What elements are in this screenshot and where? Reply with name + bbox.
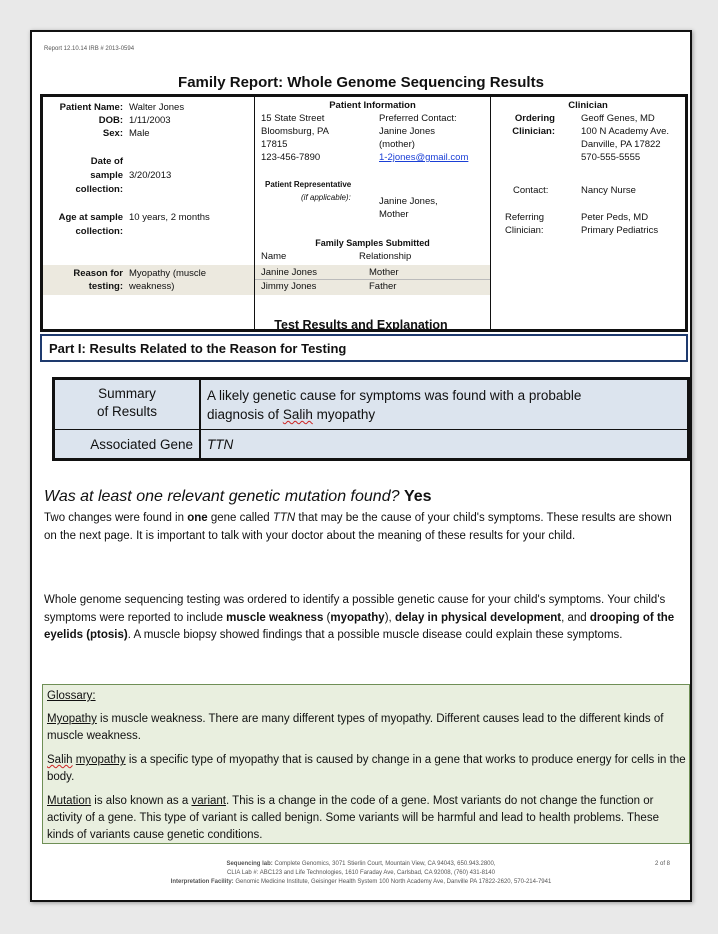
sex-label: Sex: bbox=[102, 128, 123, 139]
footer bbox=[32, 860, 690, 887]
ordering-clinician-city: Danville, PA 17822 bbox=[581, 139, 661, 150]
referring-clinician-name: Peter Peds, MD bbox=[581, 212, 649, 223]
reason-value-1: Myopathy (muscle bbox=[129, 268, 207, 279]
collection-label-3: collection: bbox=[75, 184, 123, 195]
ordering-clinician-name: Geoff Genes, MD bbox=[581, 113, 655, 124]
sample-name: Janine Jones bbox=[261, 267, 317, 278]
referring-label-2: Clinician: bbox=[505, 225, 544, 236]
address-line-2: Bloomsburg, PA bbox=[261, 126, 329, 137]
age-label-2: collection: bbox=[75, 226, 123, 237]
summary-label-2: of Results bbox=[96, 404, 158, 419]
patient-column bbox=[43, 97, 255, 329]
glossary-myopathy: Myopathy is muscle weakness. There are many different types of myopathy. Different causes lead to the different kinds of muscle weakness. bbox=[47, 713, 664, 742]
phone: 123-456-7890 bbox=[261, 152, 321, 163]
collection-label-1: Date of bbox=[90, 156, 123, 167]
patient-info-table bbox=[40, 94, 688, 332]
glossary-mutation: Mutation is also known as a variant. This is a change in the code of a gene. Most variants do not change the function or activity of a gene. This type of variant is called benign. Some variants will be harmful and lead to health problems. These kinds of variants cause genetic conditions. bbox=[47, 795, 659, 841]
samples-col-name: Name bbox=[261, 251, 287, 262]
mutation-question: Was at least one relevant genetic mutation found? Yes bbox=[44, 488, 432, 505]
report-id: Report 12.10.14 IRB # 2013-0594 bbox=[44, 46, 135, 52]
clinician-column bbox=[491, 97, 685, 329]
footer-interpretation: Interpretation Facility: Genomic Medicine Institute, Geisinger Health System 100 North Academy Ave, Danville PA 17822-2620, 570-214-7941 bbox=[170, 879, 552, 885]
findings-paragraph: Two changes were found in one gene called TTN that may be the cause of your child's symptoms. These results are shown on the next page. It is important to talk with your doctor about the meaning of these results for your child. bbox=[44, 512, 672, 542]
samples-heading: Family Samples Submitted bbox=[315, 238, 430, 248]
footer-clia: CLIA Lab #: ABC123 and Life Technologies, 1610 Faraday Ave, Carlsbad, CA 92008, (760) 431-8140 bbox=[227, 870, 495, 876]
gene-value: TTN bbox=[207, 437, 234, 452]
summary-text-line-2: diagnosis of Salih myopathy bbox=[207, 407, 376, 422]
sample-name: Jimmy Jones bbox=[261, 281, 317, 292]
contact-email-link[interactable]: 1-2jones@gmail.com bbox=[379, 152, 469, 163]
samples-col-relationship: Relationship bbox=[359, 251, 412, 262]
glossary-salih-myopathy: Salih myopathy is a specific type of myopathy that is caused by change in a gene that works to produce energy for cells in the body. bbox=[47, 754, 686, 783]
sex-value: Male bbox=[129, 128, 150, 139]
patient-information-heading: Patient Information bbox=[329, 100, 416, 111]
page-number: 2 of 8 bbox=[654, 861, 670, 867]
clinician-heading: Clinician bbox=[568, 100, 608, 111]
reason-label-2: testing: bbox=[88, 281, 123, 292]
preferred-contact-relation: (mother) bbox=[379, 139, 415, 150]
dob-value: 1/11/2003 bbox=[129, 115, 171, 126]
mutation-answer: Yes bbox=[403, 488, 432, 505]
patient-name: Walter Jones bbox=[129, 102, 185, 113]
gene-label: Associated Gene bbox=[90, 437, 193, 452]
footer-lab: Sequencing lab: Complete Genomics, 3071 Stierlin Court, Mountain View, CA 94043, 650.943.2800, bbox=[226, 861, 496, 867]
representative-relation: Mother bbox=[379, 209, 409, 220]
summary-table bbox=[52, 377, 690, 461]
ordering-label-2: Clinician: bbox=[512, 126, 555, 137]
dob-label: DOB: bbox=[98, 115, 123, 126]
gene-row bbox=[55, 431, 687, 458]
reason-label-1: Reason for bbox=[73, 268, 123, 279]
summary-label-1: Summary bbox=[98, 386, 156, 401]
collection-date: 3/20/2013 bbox=[129, 170, 172, 181]
samples-table bbox=[255, 265, 490, 295]
age-label-1: Age at sample bbox=[58, 212, 123, 223]
collection-label-2: sample bbox=[90, 170, 123, 181]
preferred-contact-label: Preferred Contact: bbox=[379, 113, 457, 124]
representative-name: Janine Jones, bbox=[379, 196, 438, 207]
page-title: Family Report: Whole Genome Sequencing Results bbox=[178, 74, 544, 91]
report-page bbox=[30, 30, 692, 902]
summary-row bbox=[55, 380, 687, 430]
patient-information-column bbox=[255, 97, 491, 329]
address-line-3: 17815 bbox=[261, 139, 288, 150]
contact-label: Contact: bbox=[513, 185, 549, 196]
preferred-contact-name: Janine Jones bbox=[379, 126, 435, 137]
sample-relationship: Mother bbox=[369, 267, 399, 278]
glossary-box bbox=[42, 684, 690, 844]
representative-label: Patient Representative bbox=[265, 180, 352, 189]
ordering-clinician-address: 100 N Academy Ave. bbox=[581, 126, 670, 137]
patient-name-label: Patient Name: bbox=[59, 102, 123, 113]
sample-relationship: Father bbox=[369, 281, 397, 292]
reason-row bbox=[43, 265, 254, 295]
referring-label-1: Referring bbox=[505, 212, 545, 223]
referring-clinician-practice: Primary Pediatrics bbox=[581, 225, 659, 236]
ordering-label-1: Ordering bbox=[514, 113, 555, 124]
summary-text-line-1: A likely genetic cause for symptoms was found with a probable bbox=[207, 388, 582, 403]
reason-value-2: weakness) bbox=[129, 281, 175, 292]
address-line-1: 15 State Street bbox=[261, 113, 325, 124]
representative-sub-label: (if applicable): bbox=[301, 193, 351, 202]
part1-heading: Part I: Results Related to the Reason for Testing bbox=[40, 334, 688, 362]
glossary-title: Glossary: bbox=[47, 690, 96, 702]
contact-name: Nancy Nurse bbox=[581, 185, 636, 196]
section-heading: Test Results and Explanation bbox=[274, 318, 448, 332]
symptoms-paragraph: Whole genome sequencing testing was ordered to identify a possible genetic cause for your child's symptoms. Your child's symptoms were reported to include muscle weakness (myopathy), delay in physical development, and drooping of the eyelids (ptosis). A muscle biopsy showed findings that a possible muscle disease could explain these symptoms. bbox=[44, 594, 675, 641]
ordering-clinician-phone: 570-555-5555 bbox=[581, 152, 641, 163]
age-value: 10 years, 2 months bbox=[129, 212, 210, 223]
